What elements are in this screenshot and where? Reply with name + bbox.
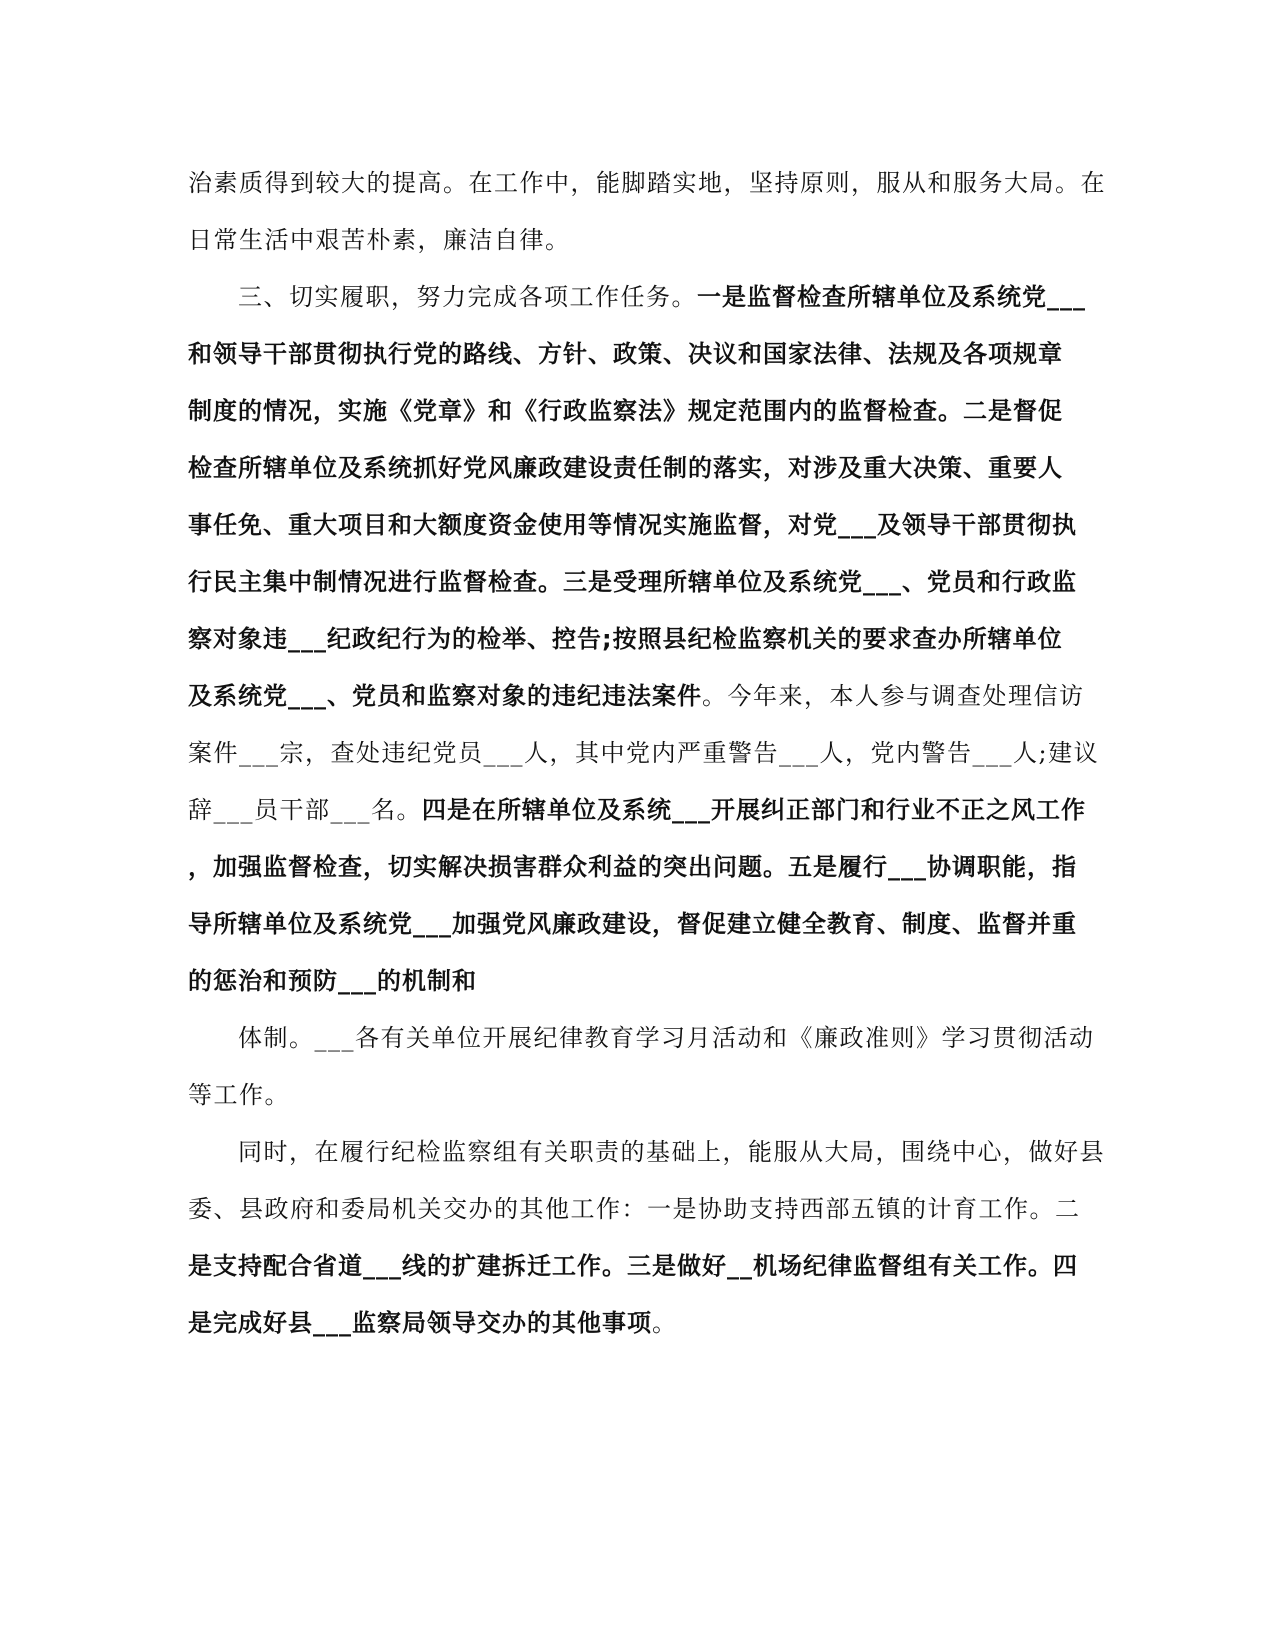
text-line	[188, 1308, 1088, 1338]
text-segment-bold: 及系统党___、党员和监察对象的违纪违法案件	[188, 682, 702, 710]
text-line	[188, 852, 1088, 882]
text-line	[188, 624, 1088, 654]
text-line	[238, 1023, 1138, 1053]
text-line	[188, 681, 1088, 711]
text-segment-bold: 四是在所辖单位及系统___开展纠正部门和行业不正之风工作	[422, 796, 1086, 824]
text-line	[188, 1080, 1088, 1110]
text-segment-bold: 的惩治和预防___的机制和	[188, 967, 477, 995]
text-segment: 。	[652, 1309, 678, 1337]
text-segment-bold: 制度的情况，实施《党章》和《行政监察法》规定范围内的监督检查。二是督促	[188, 397, 1063, 425]
text-segment: 日常生活中艰苦朴素，廉洁自律。	[188, 226, 571, 254]
text-line	[188, 510, 1088, 540]
text-line	[238, 1137, 1138, 1167]
text-segment-bold: 和领导干部贯彻执行党的路线、方针、政策、决议和国家法律、法规及各项规章	[188, 340, 1063, 368]
text-segment: 委、县政府和委局机关交办的其他工作：一是协助支持西部五镇的计育工作。二	[188, 1195, 1081, 1223]
text-segment-bold: 事任免、重大项目和大额度资金使用等情况实施监督，对党___及领导干部贯彻执	[188, 511, 1077, 539]
text-line	[188, 795, 1088, 825]
text-line	[188, 1251, 1088, 1281]
text-segment-bold: ，加强监督检查，切实解决损害群众利益的突出问题。五是履行___协调职能，指	[188, 853, 1077, 881]
text-line	[188, 1194, 1088, 1224]
text-segment-bold: 是支持配合省道___线的扩建拆迁工作。三是做好__机场纪律监督组有关工作。四	[188, 1252, 1078, 1280]
text-line	[188, 966, 1088, 996]
text-line	[188, 453, 1088, 483]
text-segment: 体制。___各有关单位开展纪律教育学习月活动和《廉政准则》学习贯彻活动	[238, 1024, 1095, 1052]
text-line	[188, 909, 1088, 939]
text-line	[188, 225, 1088, 255]
text-segment-bold: 察对象违___纪政纪行为的检举、控告;按照县纪检监察机关的要求查办所辖单位	[188, 625, 1063, 653]
text-segment-bold: 检查所辖单位及系统抓好党风廉政建设责任制的落实，对涉及重大决策、重要人	[188, 454, 1063, 482]
text-segment-bold: 一是监督检查所辖单位及系统党___	[697, 283, 1086, 311]
text-segment: 三、切实履职，努力完成各项工作任务。	[238, 283, 697, 311]
text-line	[238, 282, 1138, 312]
text-segment: 治素质得到较大的提高。在工作中，能脚踏实地，坚持原则，服从和服务大局。在	[188, 169, 1106, 197]
text-segment: 案件___宗，查处违纪党员___人，其中党内严重警告___人，党内警告___人;建议	[188, 739, 1100, 767]
text-line	[188, 567, 1088, 597]
text-segment: 同时，在履行纪检监察组有关职责的基础上，能服从大局，围绕中心，做好县	[238, 1138, 1105, 1166]
text-line	[188, 396, 1088, 426]
text-segment: 。今年来，本人参与调查处理信访	[702, 682, 1085, 710]
text-line	[188, 168, 1106, 198]
text-segment: 等工作。	[188, 1081, 290, 1109]
text-line	[188, 339, 1088, 369]
text-segment-bold: 是完成好县___监察局领导交办的其他事项	[188, 1309, 652, 1337]
text-segment-bold: 导所辖单位及系统党___加强党风廉政建设，督促建立健全教育、制度、监督并重	[188, 910, 1077, 938]
text-segment: 辞___员干部___名。	[188, 796, 422, 824]
text-segment-bold: 行民主集中制情况进行监督检查。三是受理所辖单位及系统党___、党员和行政监	[188, 568, 1077, 596]
text-line	[188, 738, 1100, 768]
